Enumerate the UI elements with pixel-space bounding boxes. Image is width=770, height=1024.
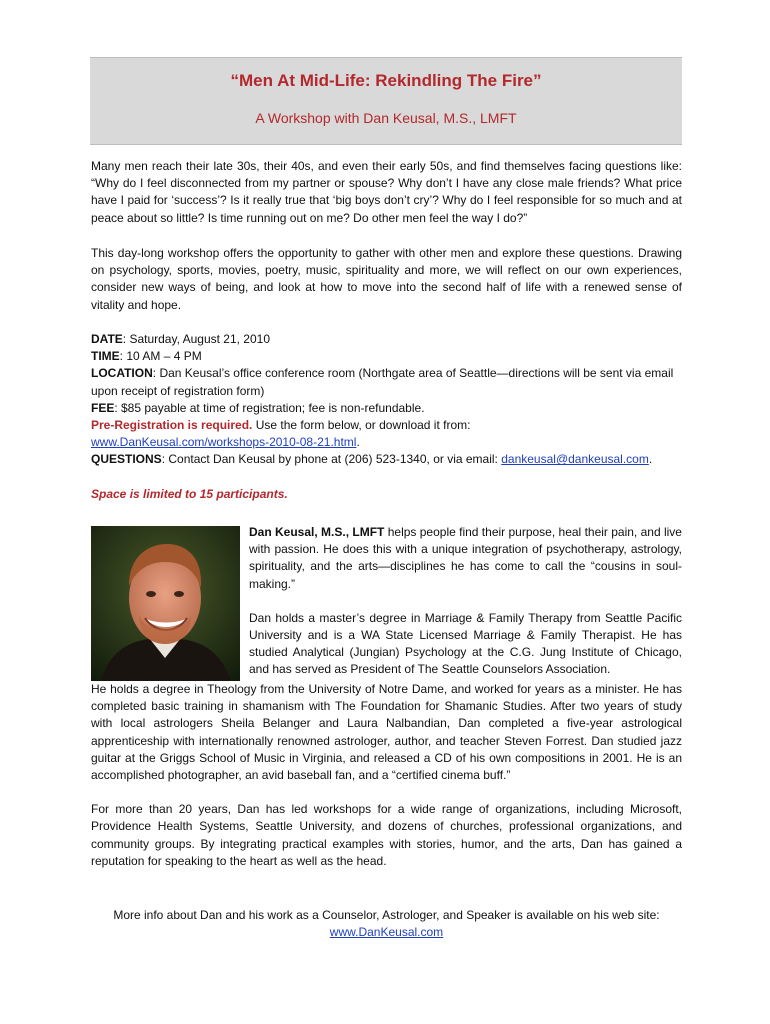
preregistration-value: Use the form below, or download it from: [252, 418, 471, 433]
portrait-photo [91, 526, 240, 681]
registration-form-link[interactable]: www.DanKeusal.com/workshops-2010-08-21.html [91, 435, 357, 450]
intro-text-2: This day-long workshop offers the opportunity to gather with other men and explore these questions. Drawing on psychology, sports, movies, poetry, music, spirituality and more, we will reflect on our own experiences, consider new ways of being, and look at how to move into the second half of life with a renewed sense of vitality and hope. [91, 246, 682, 312]
page-subtitle: A Workshop with Dan Keusal, M.S., LMFT [255, 110, 517, 126]
website-link[interactable]: www.DanKeusal.com [329, 925, 444, 940]
questions-end: . [648, 452, 653, 467]
bio-name: Dan Keusal, M.S., LMFT [249, 525, 385, 539]
time-row [91, 348, 682, 365]
date-row [91, 331, 682, 348]
preregistration-end: . [356, 435, 360, 450]
title-banner [90, 57, 682, 145]
questions-label: QUESTIONS [91, 452, 162, 467]
bio-paragraph-2-bottom: He holds a degree in Theology from the University of Notre Dame, and worked for years as a minister. He has completed basic training in shamanism with The Foundation for Shamanic Studies. After two years of study with local astrologers Sheila Belanger and Laura Nalbandian, Dan completed a five-year astrological apprenticeship with internationally renowned astrologer, author, and teacher Steven Forrest. Dan studied jazz guitar at the Griggs School of Music in Virginia, and released a CD of his own compositions in 2001. He is an accomplished photographer, an avid baseball fan, and a “certified cinema buff.” [91, 682, 682, 783]
intro-paragraph-1 [91, 158, 682, 227]
more-info-text: More info about Dan and his work as a Counselor, Astrologer, and Speaker is available on his web site: [113, 908, 660, 922]
fee-row [91, 400, 682, 417]
location-label: LOCATION [91, 366, 153, 381]
space-notice: Space is limited to 15 participants. [91, 487, 288, 501]
intro-paragraph-2 [91, 245, 682, 314]
email-link[interactable]: dankeusal@dankeusal.com [501, 452, 649, 467]
portrait-image [91, 526, 240, 681]
bio-paragraph-3: For more than 20 years, Dan has led workshops for a wide range of organizations, including Microsoft, Providence Health Systems, Seattle University, and dozens of churches, professional organizations, and community groups. By integrating practical examples with stories, humor, and the arts, Dan has gained a reputation for speaking to the heart as well as the head. [91, 802, 682, 868]
intro-text-1: Many men reach their late 30s, their 40s, and even their early 50s, and find themselves facing questions like: “Why do I feel disconnected from my partner or spouse? Why don’t I have any close male friends? What price have I paid for ‘success’? Is it really true that ‘big boys don’t cry’? Why do I feel responsible for so much and at peace about so little? Is time running out on me? Do other men feel the way I do?” [91, 159, 682, 225]
preregistration-label: Pre-Registration is required. [91, 418, 253, 433]
time-label: TIME [91, 349, 120, 364]
bio-intro [249, 524, 682, 679]
preregistration-row [91, 417, 682, 451]
location-row [91, 365, 682, 399]
fee-label: FEE [91, 400, 115, 415]
bio-continued [91, 681, 682, 870]
time-value: : 10 AM – 4 PM [119, 349, 202, 364]
more-info [91, 907, 682, 941]
date-label: DATE [91, 332, 123, 346]
event-details [91, 331, 682, 469]
bio-paragraph-2-top: Dan holds a master’s degree in Marriage & Family Therapy from Seattle Pacific University and is a WA State Licensed Marriage & Family Therapist. He has studied Analytical (Jungian) Psychology at the C.G. Jung Institute of Chicago, and has served as President of The Seattle Counselors Association. [249, 610, 682, 677]
page-title: “Men At Mid-Life: Rekindling The Fire” [230, 71, 542, 90]
location-value: : Dan Keusal’s office conference room (Northgate area of Seattle—directions will be sent via email upon receipt of registration form) [91, 366, 674, 398]
date-value: : Saturday, August 21, 2010 [122, 332, 270, 346]
fee-value: : $85 payable at time of registration; fee is non-refundable. [114, 400, 425, 415]
questions-row [91, 451, 682, 468]
questions-value: : Contact Dan Keusal by phone at (206) 523-1340, or via email: [161, 452, 502, 467]
bio-intro-text: helps people find their purpose, heal their pain, and live with passion. He does this with a unique integration of psychotherapy, astrology, spirituality, and the arts—disciplines he has come to call the “cousins in soul-making.” [249, 525, 682, 591]
bio-paragraph-1 [249, 524, 682, 593]
